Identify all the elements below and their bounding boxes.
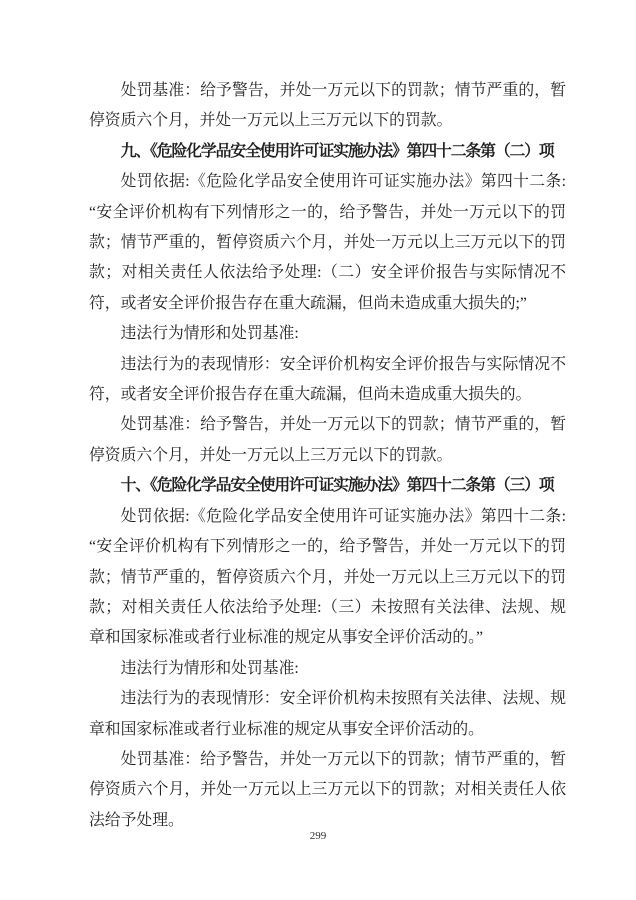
paragraph-violation-and-standard-label-item-9: 违法行为情形和处罚基准: [120,325,299,343]
paragraph-penalty-standard-prev-section: 处罚基准：给予警告，并处一万元以下的罚款；情节严重的，暂停资质六个月，并处一万元以上三万元以下的罚款。 [89,82,566,130]
document-body [89,76,566,836]
paragraph-penalty-standard-item-9: 处罚基准：给予警告，并处一万元以下的罚款；情节严重的，暂停资质六个月，并处一万元以上三万元以下的罚款。 [89,416,566,464]
paragraph-penalty-standard-item-10: 处罚基准：给予警告，并处一万元以下的罚款；情节严重的，暂停资质六个月，并处一万元以上三万元以下的罚款；对相关责任人依法给予处理。 [89,750,566,829]
paragraph-violation-description-item-10: 违法行为的表现情形：安全评价机构未按照有关法律、法规、规章和国家标准或者行业标准的规定从事安全评价活动的。 [89,690,566,738]
paragraph-violation-and-standard-label-item-10: 违法行为情形和处罚基准: [120,659,299,677]
paragraph-penalty-basis-item-9: 处罚依据:《危险化学品安全使用许可证实施办法》第四十二条:“安全评价机构有下列情形之一的，给予警告，并处一万元以下的罚款；情节严重的，暂停资质六个月，并处一万元以上三万元以下的罚款；对相关责任人依法给予处理:（二）安全评价报告与实际情况不符，或者安全评价报告存在重大疏漏，但尚未造成重大损失的;” [89,173,566,312]
paragraph-penalty-basis-item-10: 处罚依据:《危险化学品安全使用许可证实施办法》第四十二条:“安全评价机构有下列情形之一的，给予警告，并处一万元以下的罚款；情节严重的，暂停资质六个月，并处一万元以上三万元以下的罚款；对相关责任人依法给予处理:（三）未按照有关法律、法规、规章和国家标准或者行业标准的规定从事安全评价活动的。” [89,507,566,647]
page-number: 299 [309,830,327,842]
section-heading-item-10: 十、《危险化学品安全使用许可证实施办法》第四十二条第（三）项 [120,477,554,495]
section-heading-item-9: 九、《危险化学品安全使用许可证实施办法》第四十二条第（二）项 [120,142,554,160]
paragraph-violation-description-item-9: 违法行为的表现情形：安全评价机构安全评价报告与实际情况不符，或者安全评价报告存在重大疏漏，但尚未造成重大损失的。 [89,355,566,404]
